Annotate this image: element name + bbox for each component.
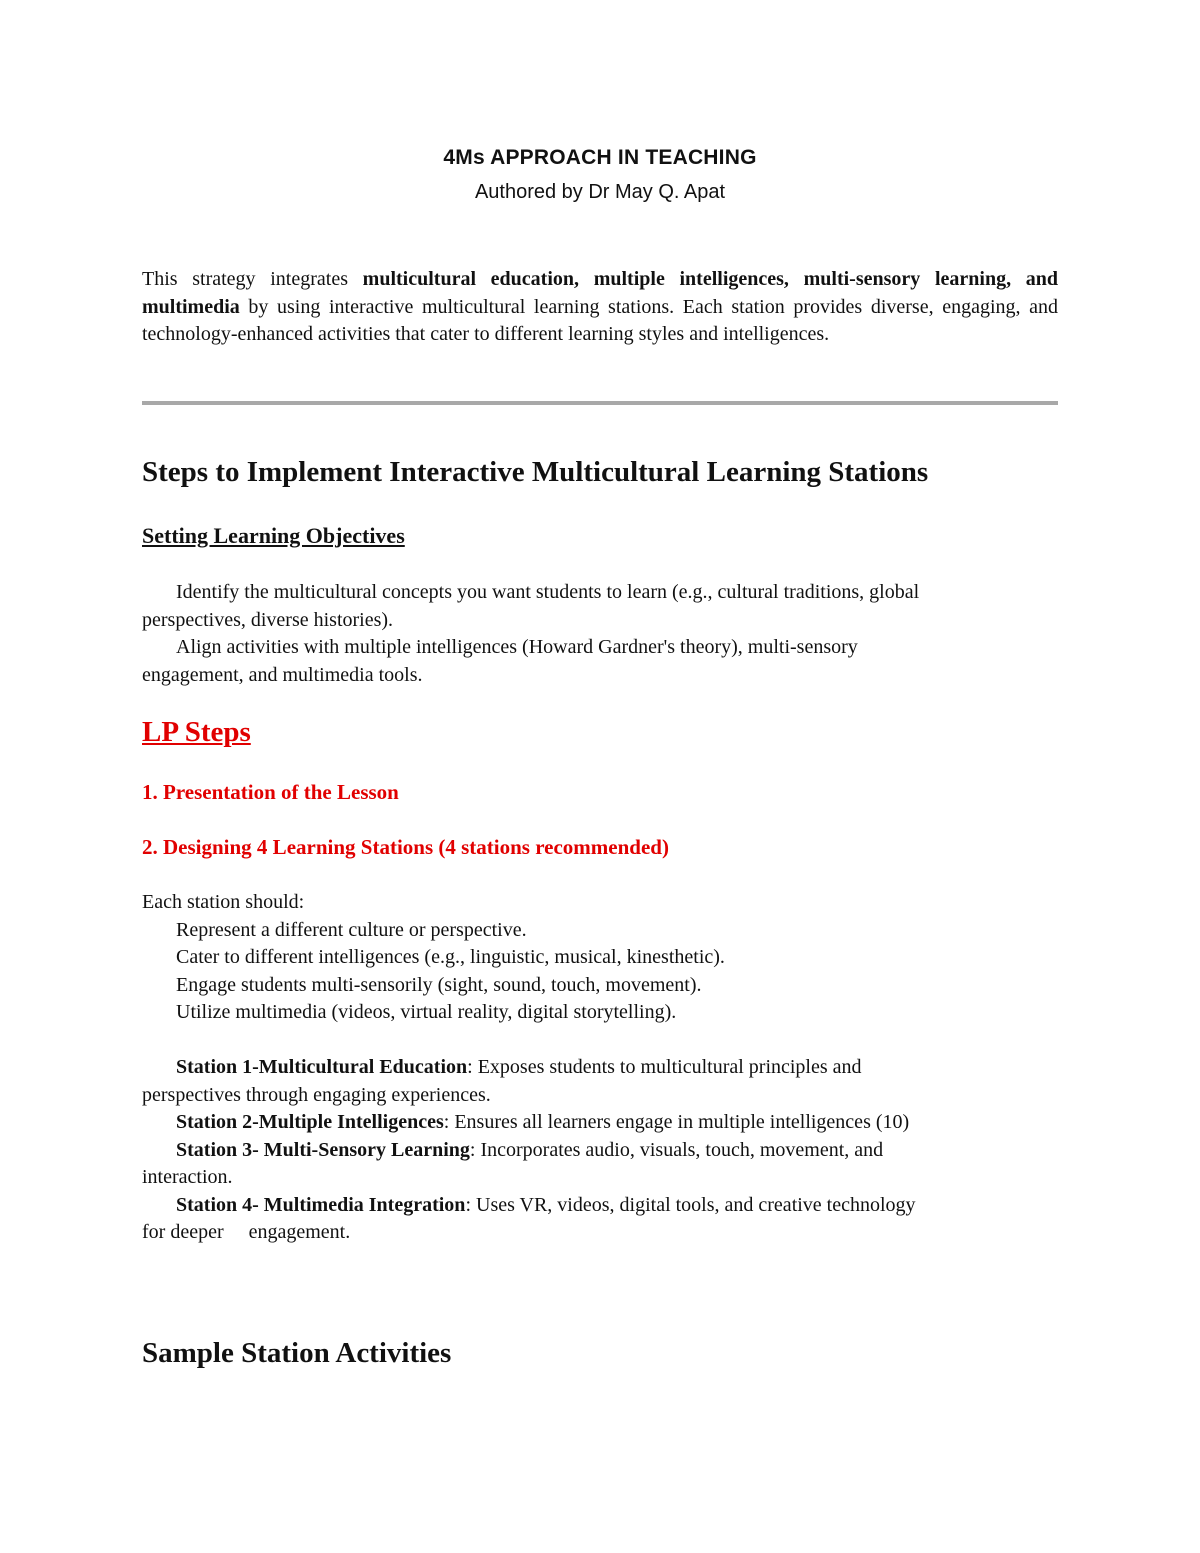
sample-activities-heading: Sample Station Activities (142, 1337, 452, 1369)
station-requirements (142, 889, 1072, 1027)
objectives-heading: Setting Learning Objectives (142, 523, 405, 548)
lp-step-1: 1. Presentation of the Lesson (142, 780, 399, 804)
station-4-line (142, 1192, 1072, 1220)
station-4-desc: : Uses VR, videos, digital tools, and creative technology (465, 1193, 916, 1216)
intro-paragraph (142, 266, 1058, 349)
horizontal-rule (142, 401, 1058, 405)
objectives-line: engagement, and multimedia tools. (142, 663, 423, 686)
station-3-continuation: interaction. (142, 1166, 233, 1188)
station-2-desc: : Ensures all learners engage in multiple intelligences (10) (443, 1111, 910, 1133)
station-3-desc: : Incorporates audio, visuals, touch, movement, and (469, 1138, 884, 1161)
lp-step-2: 2. Designing 4 Learning Stations (4 stations recommended) (142, 835, 669, 859)
station-3-name: Station 3- Multi-Sensory Learning (176, 1138, 470, 1161)
station-4-continuation: for deeper engagement. (142, 1221, 351, 1243)
list-item: Engage students multi-sensorily (sight, sound, touch, movement). (176, 973, 702, 996)
intro-lead: This strategy integrates (142, 268, 363, 290)
document-author: Authored by Dr May Q. Apat (474, 181, 726, 203)
list-item: Cater to different intelligences (e.g., linguistic, musical, kinesthetic). (176, 946, 725, 968)
objectives-line: perspectives, diverse histories). (142, 608, 394, 631)
list-item: Utilize multimedia (videos, virtual reality, digital storytelling). (176, 1001, 677, 1023)
stations-list (142, 1054, 1072, 1247)
intro-bold-terms: multicultural education, multiple intelligences, multi-sensory learning, and multimedia (142, 268, 1058, 318)
document-title: 4Ms APPROACH IN TEACHING (443, 146, 757, 169)
intro-rest: by using interactive multicultural learning stations. Each station provides diverse, engaging, and technology-enhanced activities that cater to different learning styles and intelligences. (142, 295, 1058, 345)
station-requirements-intro: Each station should: (142, 891, 305, 913)
lp-steps-heading: LP Steps (142, 716, 251, 748)
objectives-text (142, 579, 1072, 689)
steps-heading: Steps to Implement Interactive Multicultural Learning Stations (142, 456, 929, 488)
station-1-name: Station 1-Multicultural Education (176, 1056, 468, 1078)
objectives-line: Align activities with multiple intelligences (Howard Gardner's theory), multi-sensory (176, 636, 858, 658)
station-1-desc: : Exposes students to multicultural principles and (467, 1056, 862, 1078)
station-2-line (142, 1109, 1072, 1137)
objectives-line: Identify the multicultural concepts you want students to learn (e.g., cultural traditions, global (176, 581, 920, 603)
station-3-line (142, 1137, 1072, 1165)
station-1-continuation: perspectives through engaging experiences. (142, 1083, 491, 1106)
station-2-name: Station 2-Multiple Intelligences (176, 1111, 444, 1133)
list-item: Represent a different culture or perspective. (176, 918, 527, 941)
station-1-line (142, 1054, 1072, 1082)
station-4-name: Station 4- Multimedia Integration (176, 1193, 466, 1216)
